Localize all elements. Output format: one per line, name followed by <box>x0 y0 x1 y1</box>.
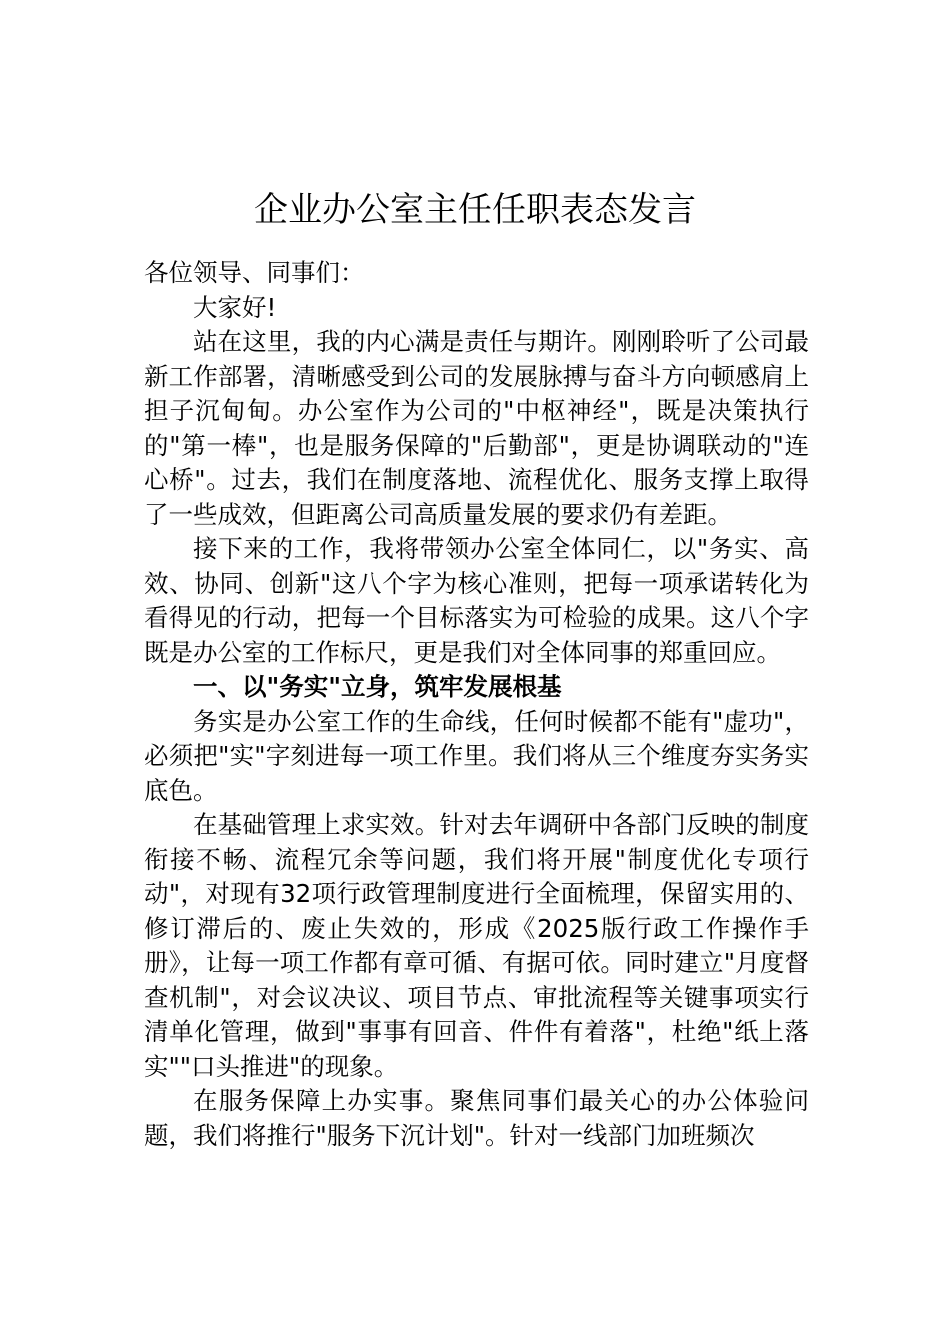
salutation: 各位领导、同事们： <box>144 258 365 287</box>
paragraph-2: 接下来的工作，我将带领办公室全体同仁，以"务实、高效、协同、创新"这八个字为核心准则，把每一项承诺转化为看得见的行动，把每一个目标落实为可检验的成果。这八个字既是办公室的工作标尺，更是我们对全体同事的郑重回应。 <box>144 534 809 667</box>
section1-paragraph-3: 在服务保障上办实事。聚焦同事们最关心的办公体验问题，我们将推行"服务下沉计划"。针对一线部门加班频次 <box>144 1086 809 1150</box>
document-body <box>144 256 809 1153</box>
section1-paragraph-1: 务实是办公室工作的生命线，任何时候都不能有"虚功"，必须把"实"字刻进每一项工作里。我们将从三个维度夯实务实底色。 <box>144 706 809 805</box>
section1-paragraph-2: 在基础管理上求实效。针对去年调研中各部门反映的制度衔接不畅、流程冗余等问题，我们将开展"制度优化专项行动"，对现有32项行政管理制度进行全面梳理，保留实用的、修订滞后的、废止失效的，形成《2025版行政工作操作手册》，让每一项工作都有章可循、有据可依。同时建立"月度督查机制"，对会议决议、项目节点、审批流程等关键事项实行清单化管理，做到"事事有回音、件件有着落"，杜绝"纸上落实""口头推进"的现象。 <box>144 810 809 1081</box>
document-title: 企业办公室主任任职表态发言 <box>254 189 696 230</box>
paragraph-1: 站在这里，我的内心满是责任与期许。刚刚聆听了公司最新工作部署，清晰感受到公司的发展脉搏与奋斗方向顿感肩上担子沉甸甸。办公室作为公司的"中枢神经"，既是决策执行的"第一棒"，也是服务保障的"后勤部"，更是协调联动的"连心桥"。过去，我们在制度落地、流程优化、服务支撑上取得了一些成效，但距离公司高质量发展的要求仍有差距。 <box>144 327 809 529</box>
section-heading-1: 一、以"务实"立身，筑牢发展根基 <box>193 672 562 701</box>
greeting: 大家好! <box>193 292 277 322</box>
